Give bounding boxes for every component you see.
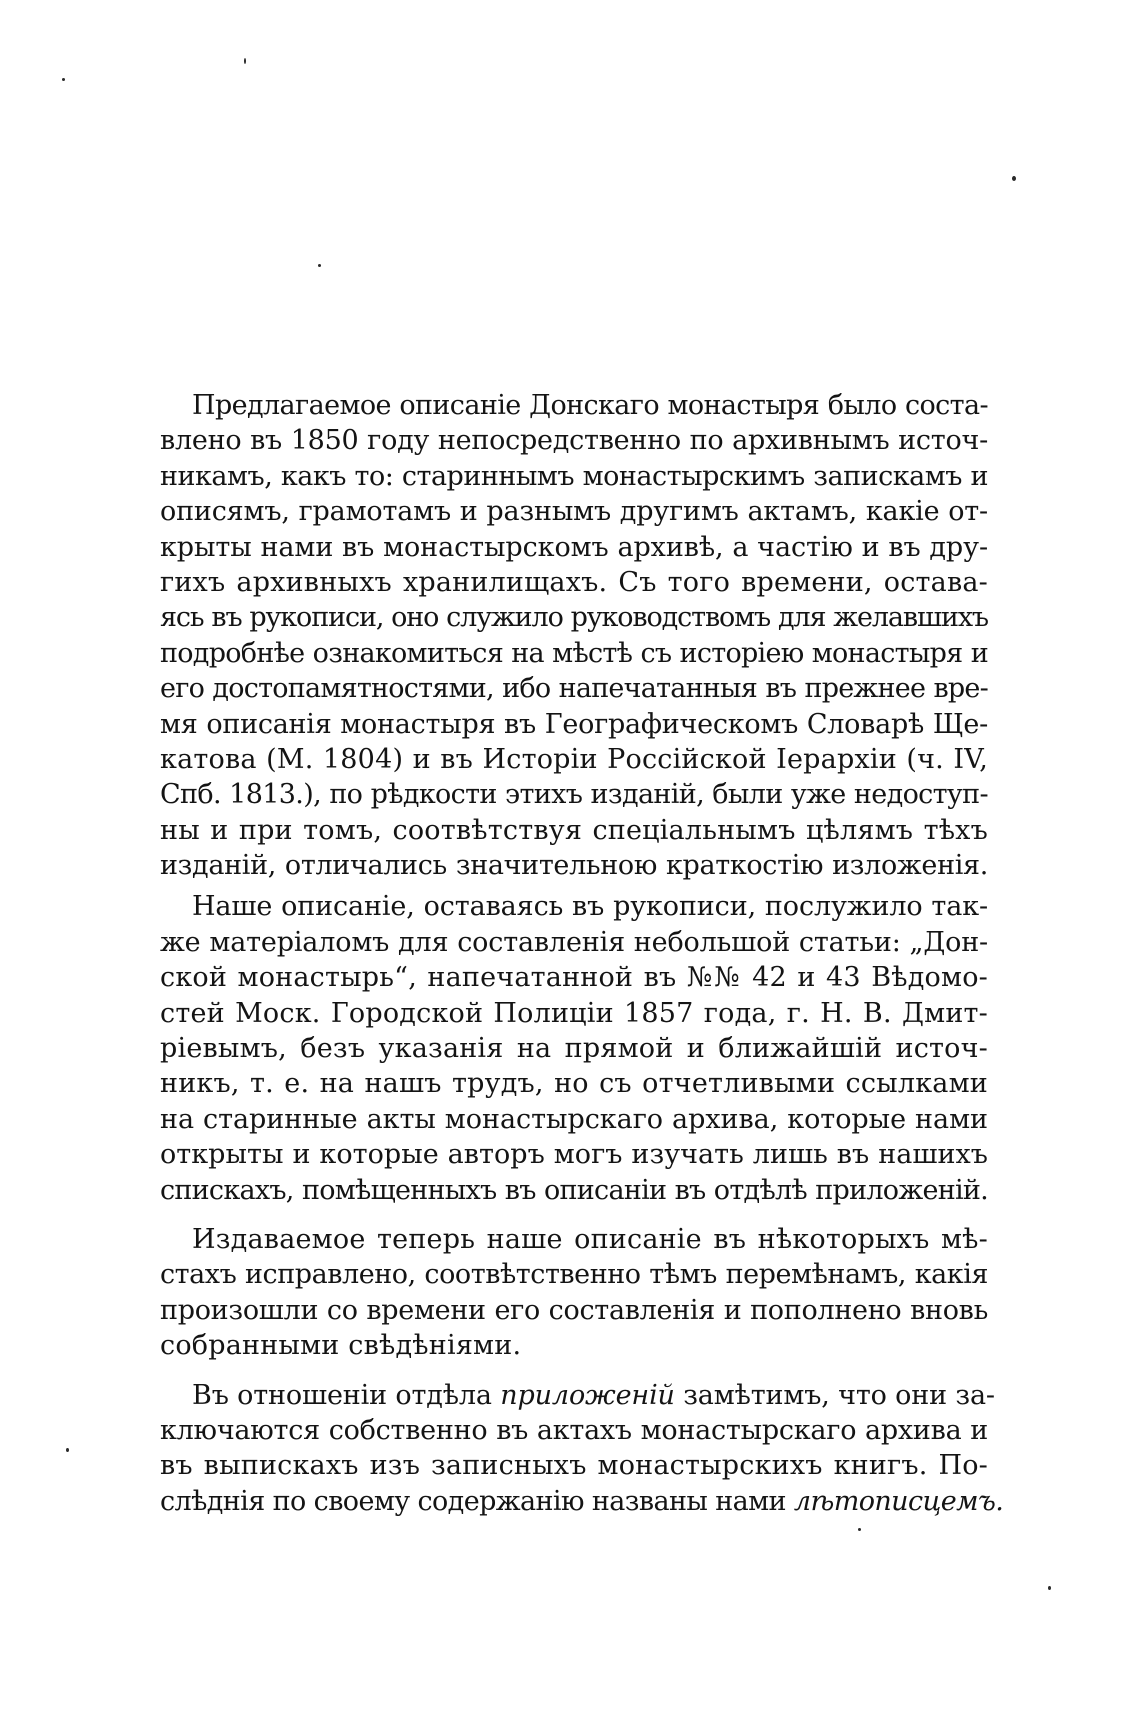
text-line: ключаются собственно въ актахъ монастырскаго архива и	[160, 1414, 988, 1446]
text-line: Наше описаніе, оставаясь въ рукописи, послужило так-	[192, 891, 988, 923]
scan-speck	[66, 1448, 69, 1452]
text-line	[160, 1484, 1004, 1519]
text-line: произошли со времени его составленія и пополнено вновь	[160, 1294, 988, 1326]
text-line: катова (М. 1804) и въ Исторіи Россійской Іерархіи (ч. IV,	[160, 743, 988, 775]
text-line: Спб. 1813.), по рѣдкости этихъ изданій, были уже недоступ-	[160, 779, 988, 811]
scan-speck	[62, 78, 65, 81]
text-line: Предлагаемое описаніе Донскаго монастыря было соста-	[192, 390, 988, 421]
text-run: Въ отношеніи отдѣла	[192, 1379, 492, 1411]
text-line: собранными свѣдѣніями.	[160, 1330, 522, 1362]
text-line: влено въ 1850 году непосредственно по архивнымъ источ-	[160, 425, 988, 457]
text-line: крыты нами въ монастырскомъ архивѣ, а частію и въ дру-	[160, 531, 988, 563]
text-line: стей Моск. Городской Полиціи 1857 года, г. Н. В. Дмит-	[160, 997, 988, 1029]
text-line: на старинные акты монастырскаго архива, которые нами	[160, 1103, 988, 1135]
text-line: гихъ архивныхъ хранилищахъ. Съ того времени, остава-	[160, 566, 988, 598]
text-line: въ выпискахъ изъ записныхъ монастырскихъ книгъ. По-	[160, 1450, 988, 1482]
scan-speck	[858, 1528, 861, 1531]
text-line: стахъ исправлено, соотвѣтственно тѣмъ перемѣнамъ, какія	[160, 1259, 988, 1291]
text-line: никъ, т. е. на нашъ трудъ, но съ отчетливыми ссылками	[160, 1068, 988, 1100]
scan-speck	[1012, 176, 1016, 181]
scan-speck	[1048, 1586, 1051, 1590]
scan-speck	[318, 264, 321, 267]
text-line: изданій, отличались значительною краткостію изложенія.	[160, 850, 988, 882]
paragraph-1	[160, 388, 988, 883]
scan-speck	[244, 58, 246, 64]
text-line	[160, 1378, 995, 1413]
paragraph-4	[160, 1378, 1004, 1520]
italic-term: приложеній	[500, 1379, 675, 1411]
italic-term: лѣтописцемъ.	[793, 1485, 1004, 1517]
text-line: ясь въ рукописи, оно служило руководствомъ для желавшихъ	[160, 602, 988, 634]
text-line: же матеріаломъ для составленія небольшой статьи: „Дон-	[160, 926, 988, 958]
paragraph-2	[160, 889, 988, 1208]
text-line: описямъ, грамотамъ и разнымъ другимъ актамъ, какіе от-	[160, 496, 988, 528]
text-line: спискахъ, помѣщенныхъ въ описаніи въ отдѣлѣ приложеній.	[160, 1174, 988, 1206]
text-line: Издаваемое теперь наше описаніе въ нѣкоторыхъ мѣ-	[192, 1223, 988, 1255]
text-line: ской монастырь“, напечатанной въ №№ 42 и 43 Вѣдомо-	[160, 962, 988, 994]
text-run: замѣтимъ, что они за-	[683, 1379, 995, 1411]
text-line: ны и при томъ, соотвѣтствуя спеціальнымъ цѣлямъ тѣхъ	[160, 814, 988, 846]
document-body	[160, 388, 1004, 1519]
text-line: никамъ, какъ то: стариннымъ монастырскимъ запискамъ и	[160, 460, 988, 492]
text-line: открыты и которые авторъ могъ изучать лишь въ нашихъ	[160, 1139, 988, 1171]
paragraph-3	[160, 1222, 988, 1364]
text-run: слѣднія по своему содержанію названы нами	[160, 1485, 786, 1517]
text-line: подробнѣе ознакомиться на мѣстѣ съ исторіею монастыря и	[160, 637, 988, 669]
text-line: мя описанія монастыря въ Географическомъ Словарѣ Ще-	[160, 708, 988, 740]
text-line: ріевымъ, безъ указанія на прямой и ближайшій источ-	[160, 1033, 988, 1065]
text-line: его достопамятностями, ибо напечатанныя въ прежнее вре-	[160, 673, 988, 705]
